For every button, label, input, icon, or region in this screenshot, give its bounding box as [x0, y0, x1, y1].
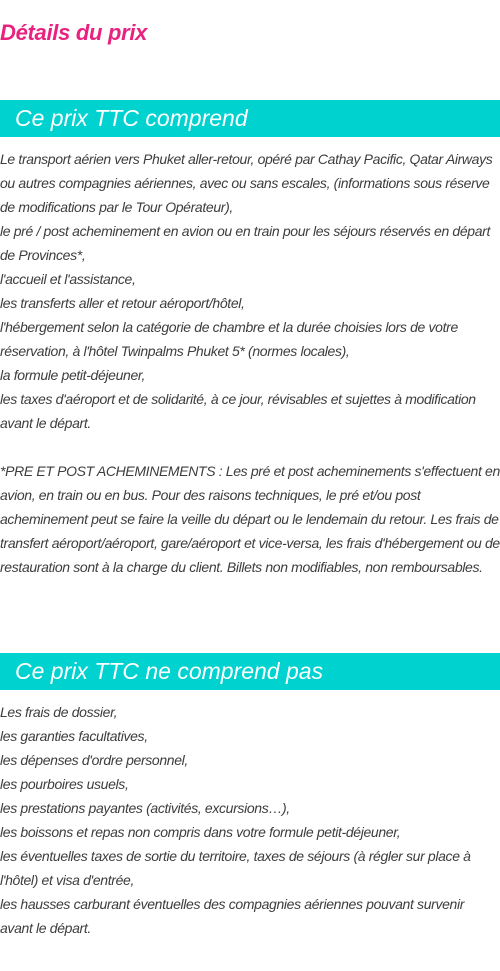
list-item: l'hébergement selon la catégorie de chambre et la durée choisies lors de votre réservation, à l'hôtel Twinpalms Phuket 5* (normes locales), [0, 319, 458, 359]
list-item: la formule petit-déjeuner, [0, 367, 145, 383]
spacer [0, 435, 500, 459]
list-item: les boissons et repas non compris dans votre formule petit-déjeuner, [0, 824, 401, 840]
list-item: les éventuelles taxes de sortie du territoire, taxes de séjours (à régler sur place à l'hôtel) et visa d'entrée, [0, 848, 471, 888]
list-item: les dépenses d'ordre personnel, [0, 752, 188, 768]
page-title: Détails du prix [0, 20, 148, 45]
list-item: l'accueil et l'assistance, [0, 271, 136, 287]
list-item: Le transport aérien vers Phuket aller-retour, opéré par Cathay Pacific, Qatar Airways ou autres compagnies aériennes, avec ou sans escales, (informations sous réserve de modifications par le Tour Opérateur), [0, 151, 493, 215]
excluded-section-header: Ce prix TTC ne comprend pas [0, 653, 500, 690]
list-item: les pourboires usuels, [0, 776, 129, 792]
list-item: les prestations payantes (activités, excursions…), [0, 800, 290, 816]
list-item: les taxes d'aéroport et de solidarité, à ce jour, révisables et sujettes à modification avant le départ. [0, 391, 476, 431]
included-list [0, 147, 500, 579]
excluded-list [0, 700, 500, 940]
list-item: Les frais de dossier, [0, 704, 118, 720]
list-item: le pré / post acheminement en avion ou en train pour les séjours réservés en départ de Provinces*, [0, 223, 491, 263]
list-item: les transferts aller et retour aéroport/hôtel, [0, 295, 245, 311]
list-item: les garanties facultatives, [0, 728, 148, 744]
included-section-header: Ce prix TTC comprend [0, 100, 500, 137]
acheminement-note: *PRE ET POST ACHEMINEMENTS : Les pré et post acheminements s'effectuent en avion, en train ou en bus. Pour des raisons techniques, le pré et/ou post acheminement peut se faire la veille du départ ou le lendemain du retour. Les frais de transfert aéroport/aéroport, gare/aéroport et vice-versa, les frais d'hébergement ou de restauration sont à la charge du client. Billets non modifiables, non remboursables. [0, 463, 500, 575]
list-item: les hausses carburant éventuelles des compagnies aériennes pouvant survenir avant le départ. [0, 896, 465, 936]
